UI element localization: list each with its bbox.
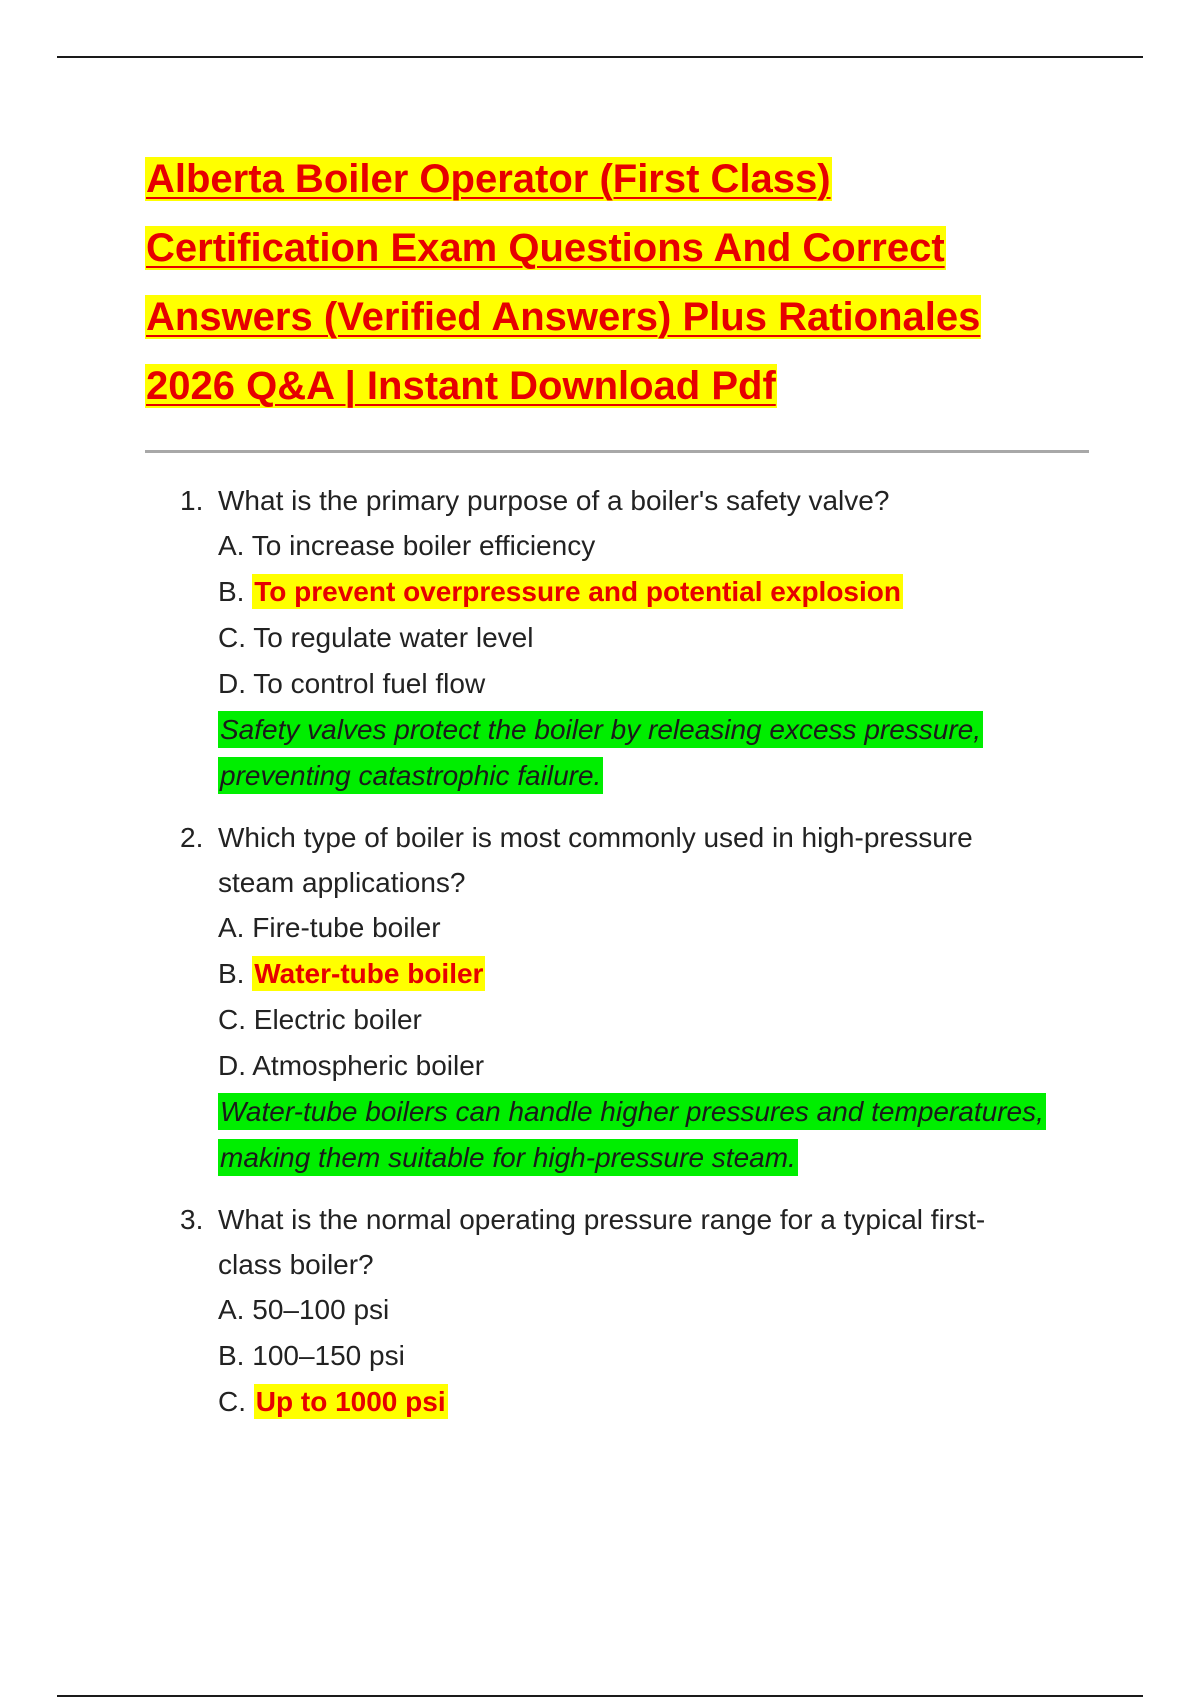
title-text: Certification Exam Questions And Correct [146, 226, 945, 270]
option-a [180, 523, 1100, 569]
correct-answer: Water-tube boiler [254, 958, 484, 989]
question-number: 3. [180, 1204, 204, 1235]
rationale-text: Safety valves protect the boiler by releasing excess pressure, [218, 711, 983, 748]
option-a [180, 905, 1100, 951]
question-text-line: What is the normal operating pressure range for a typical first- [218, 1204, 986, 1235]
option-letter: A. [218, 530, 245, 561]
question-text-line: Which type of boiler is most commonly used in high-pressure [218, 822, 973, 853]
question-3 [180, 1197, 1100, 1425]
rationale-line [180, 707, 1100, 753]
option-letter: B. [218, 576, 245, 607]
option-text: Fire-tube boiler [252, 912, 441, 943]
option-letter: A. [218, 912, 245, 943]
option-a [180, 1287, 1100, 1333]
option-text: 50–100 psi [252, 1294, 390, 1325]
option-b-correct [180, 569, 1100, 615]
title-text: Alberta Boiler Operator (First Class) [146, 157, 831, 201]
option-letter: B. [218, 1340, 245, 1371]
option-b [180, 1333, 1100, 1379]
option-letter: D. [218, 1050, 246, 1081]
rationale-line [180, 753, 1100, 799]
rationale-line [180, 1089, 1100, 1135]
question-text [180, 815, 1100, 860]
option-text: To control fuel flow [253, 668, 486, 699]
question-text-line: What is the primary purpose of a boiler's safety valve? [218, 485, 890, 516]
option-c [180, 615, 1100, 661]
title-text: Answers (Verified Answers) Plus Rationales [146, 295, 981, 339]
rationale-line [180, 1135, 1100, 1181]
option-letter: B. [218, 958, 245, 989]
title-text: 2026 Q&A | Instant Download Pdf [146, 364, 776, 408]
question-text-continued [180, 1242, 1100, 1287]
title-line-3 [145, 283, 1105, 352]
option-letter: A. [218, 1294, 245, 1325]
question-text-continued [180, 860, 1100, 905]
option-text: 100–150 psi [252, 1340, 405, 1371]
question-text [180, 478, 1100, 523]
question-text [180, 1197, 1100, 1242]
option-text: Atmospheric boiler [252, 1050, 485, 1081]
question-2 [180, 815, 1100, 1181]
option-text: Electric boiler [253, 1004, 422, 1035]
page-top-rule [57, 56, 1143, 58]
rationale-text: preventing catastrophic failure. [218, 757, 603, 794]
correct-answer: Up to 1000 psi [255, 1386, 446, 1417]
question-text-line: steam applications? [218, 867, 466, 898]
option-letter: C. [218, 1386, 246, 1417]
page-bottom-rule [57, 1695, 1143, 1697]
option-c-correct [180, 1379, 1100, 1425]
option-text: To regulate water level [253, 622, 534, 653]
title-line-2 [145, 214, 1105, 283]
question-1 [180, 478, 1100, 799]
option-d [180, 1043, 1100, 1089]
question-number: 1. [180, 485, 204, 516]
rationale-text: making them suitable for high-pressure steam. [218, 1139, 798, 1176]
title-line-4 [145, 352, 1105, 421]
option-letter: D. [218, 668, 246, 699]
title-line-1 [145, 145, 1105, 214]
option-text: To increase boiler efficiency [251, 530, 596, 561]
question-number: 2. [180, 822, 204, 853]
option-b-correct [180, 951, 1100, 997]
section-divider [145, 450, 1089, 453]
option-d [180, 661, 1100, 707]
question-text-line: class boiler? [218, 1249, 374, 1280]
document-title [145, 145, 1105, 421]
rationale-text: Water-tube boilers can handle higher pressures and temperatures, [218, 1093, 1046, 1130]
option-c [180, 997, 1100, 1043]
option-letter: C. [218, 1004, 246, 1035]
option-letter: C. [218, 622, 246, 653]
correct-answer: To prevent overpressure and potential explosion [254, 576, 901, 607]
